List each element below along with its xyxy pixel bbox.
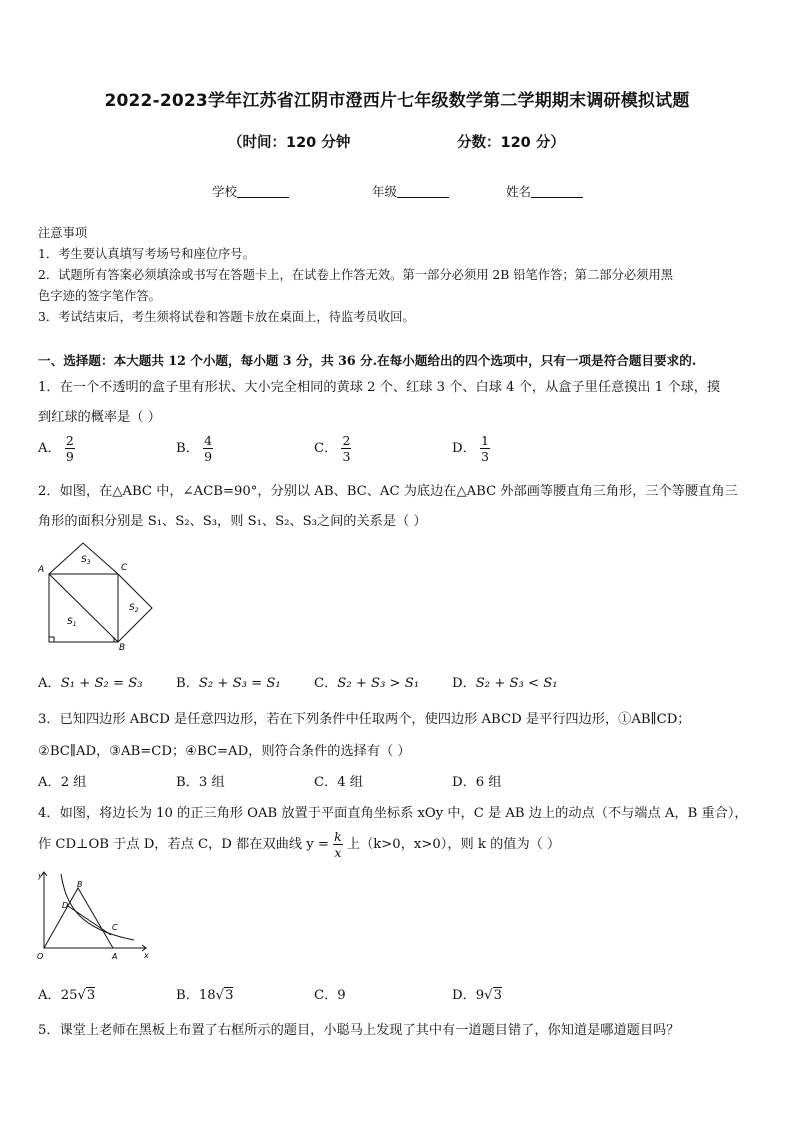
- question-3-line-2: ②BC∥AD，③AB=CD；④BC=AD，则符合条件的选择有（ ）: [38, 744, 411, 759]
- fraction-k-over-x: $\frac{k}{x}$: [334, 829, 342, 860]
- triangle-oab: [44, 888, 113, 948]
- q3-option-b[interactable]: B．3 组: [176, 775, 225, 790]
- school-blank: [237, 184, 289, 198]
- label-b: B: [119, 643, 126, 652]
- q4-option-a[interactable]: A．25√3: [38, 988, 96, 1003]
- segment-ab: [49, 574, 118, 642]
- fraction: $\frac{2}{9}$: [65, 433, 74, 464]
- q1-option-d[interactable]: [452, 434, 490, 463]
- q4-option-c[interactable]: C．9: [314, 988, 346, 1003]
- option-label: C．: [314, 441, 338, 456]
- q2-option-b[interactable]: B．S₂ + S₃ = S₁: [176, 676, 281, 691]
- q2-option-d[interactable]: D．S₂ + S₃ < S₁: [452, 676, 558, 691]
- q1-option-b[interactable]: [176, 434, 213, 463]
- exam-time: （时间：120 分钟: [228, 135, 351, 151]
- question-4-line-2: 作 CD⊥OB 于点 D，若点 C，D 都在双曲线 y = $\frac{k}{x}$ 上（k>0，x>0），则 k 的值为（ ）: [38, 829, 561, 860]
- page-title: 2022-2023学年江苏省江阴市澄西片七年级数学第二学期期末调研模拟试题: [104, 91, 690, 111]
- question-4-line-1: 4．如图，将边长为 10 的正三角形 OAB 放置于平面直角坐标系 xOy 中，C 是 AB 边上的动点（不与端点 A，B 重合），: [38, 806, 748, 821]
- exam-score: 分数：120 分）: [457, 135, 565, 151]
- grade-blank: [397, 184, 449, 198]
- label-c: C: [112, 923, 118, 932]
- label-s1: $S_1$: [67, 617, 77, 628]
- name-blank: [531, 184, 583, 198]
- hyperbola-curve: [61, 874, 134, 940]
- name-field: [506, 182, 583, 200]
- option-label: B．: [176, 441, 199, 456]
- q2-figure: [34, 540, 159, 652]
- label-y: y: [38, 871, 43, 880]
- label-c: C: [121, 563, 128, 573]
- school-label: 学校: [212, 184, 238, 199]
- option-label: A．: [38, 441, 61, 456]
- q3-option-c[interactable]: C．4 组: [314, 775, 364, 790]
- q4-option-d[interactable]: D．9√3: [452, 988, 502, 1003]
- label-a: A: [38, 565, 45, 575]
- question-5-line-1: 5．课堂上老师在黑板上布置了右框所示的题目，小聪马上发现了其中有一道题目错了，你知道是哪道题目吗？: [38, 1023, 680, 1038]
- q3-option-a[interactable]: A．2 组: [38, 775, 87, 790]
- name-label: 姓名: [506, 184, 532, 199]
- notice-item: 3．考试结束后，考生须将试卷和答题卡放在桌面上，待监考员收回。: [38, 310, 415, 324]
- question-1-line-2: 到红球的概率是（ ）: [38, 410, 161, 425]
- label-s3: $S_3$: [81, 555, 91, 566]
- fraction: $\frac{2}{3}$: [342, 433, 351, 464]
- label-x: x: [144, 951, 149, 960]
- question-1-line-1: 1．在一个不透明的盒子里有形状、大小完全相同的黄球 2 个、红球 3 个、白球 4 个，从盒子里任意摸出 1 个球，摸: [38, 380, 721, 395]
- label-s2: $S_2$: [129, 603, 139, 614]
- label-b: B: [77, 880, 83, 889]
- notice-item: 色字迹的签字笔作答。: [38, 289, 161, 303]
- notice-item: 2．试题所有答案必须填涂或书写在答题卡上，在试卷上作答无效。第一部分必须用 2B 铅笔作答；第二部分必须用黑: [38, 268, 674, 282]
- fraction: $\frac{4}{9}$: [204, 433, 213, 464]
- question-2-line-2: 角形的面积分别是 S₁、S₂、S₃，则 S₁、S₂、S₃之间的关系是（ ）: [38, 514, 427, 529]
- q1-option-c[interactable]: [314, 434, 351, 463]
- q3-option-d[interactable]: D．6 组: [452, 775, 502, 790]
- question-3-line-1: 3．已知四边形 ABCD 是任意四边形，若在下列条件中任取两个，使四边形 ABCD 是平行四边形，①AB∥CD；: [38, 712, 691, 727]
- label-a: A: [112, 952, 118, 961]
- question-2-line-1: 2．如图，在△ABC 中，∠ACB=90°，分别以 AB、BC、AC 为底边在△ABC 外部画等腰直角三角形，三个等腰直角三: [38, 484, 738, 499]
- q2-option-a[interactable]: A．S₁ + S₂ = S₃: [38, 676, 143, 691]
- option-label: D．: [452, 441, 476, 456]
- grade-label: 年级: [372, 184, 398, 199]
- fraction: $\frac{1}{3}$: [480, 433, 489, 464]
- section-heading: 一、选择题：本大题共 12 个小题，每小题 3 分，共 36 分.在每小题给出的四个选项中，只有一项是符合题目要求的.: [38, 353, 697, 368]
- grade-field: [372, 182, 449, 200]
- label-d: D: [62, 901, 69, 910]
- q2-option-c[interactable]: C．S₂ + S₃ > S₁: [314, 676, 420, 691]
- notice-heading: 注意事项: [38, 226, 88, 240]
- school-field: [212, 182, 289, 200]
- q1-option-a[interactable]: [38, 434, 75, 463]
- notice-item: 1．考生要认真填写考场号和座位序号。: [38, 247, 255, 261]
- q4-option-b[interactable]: B．18√3: [176, 988, 234, 1003]
- q4-figure: [34, 868, 154, 963]
- label-o: O: [37, 952, 44, 961]
